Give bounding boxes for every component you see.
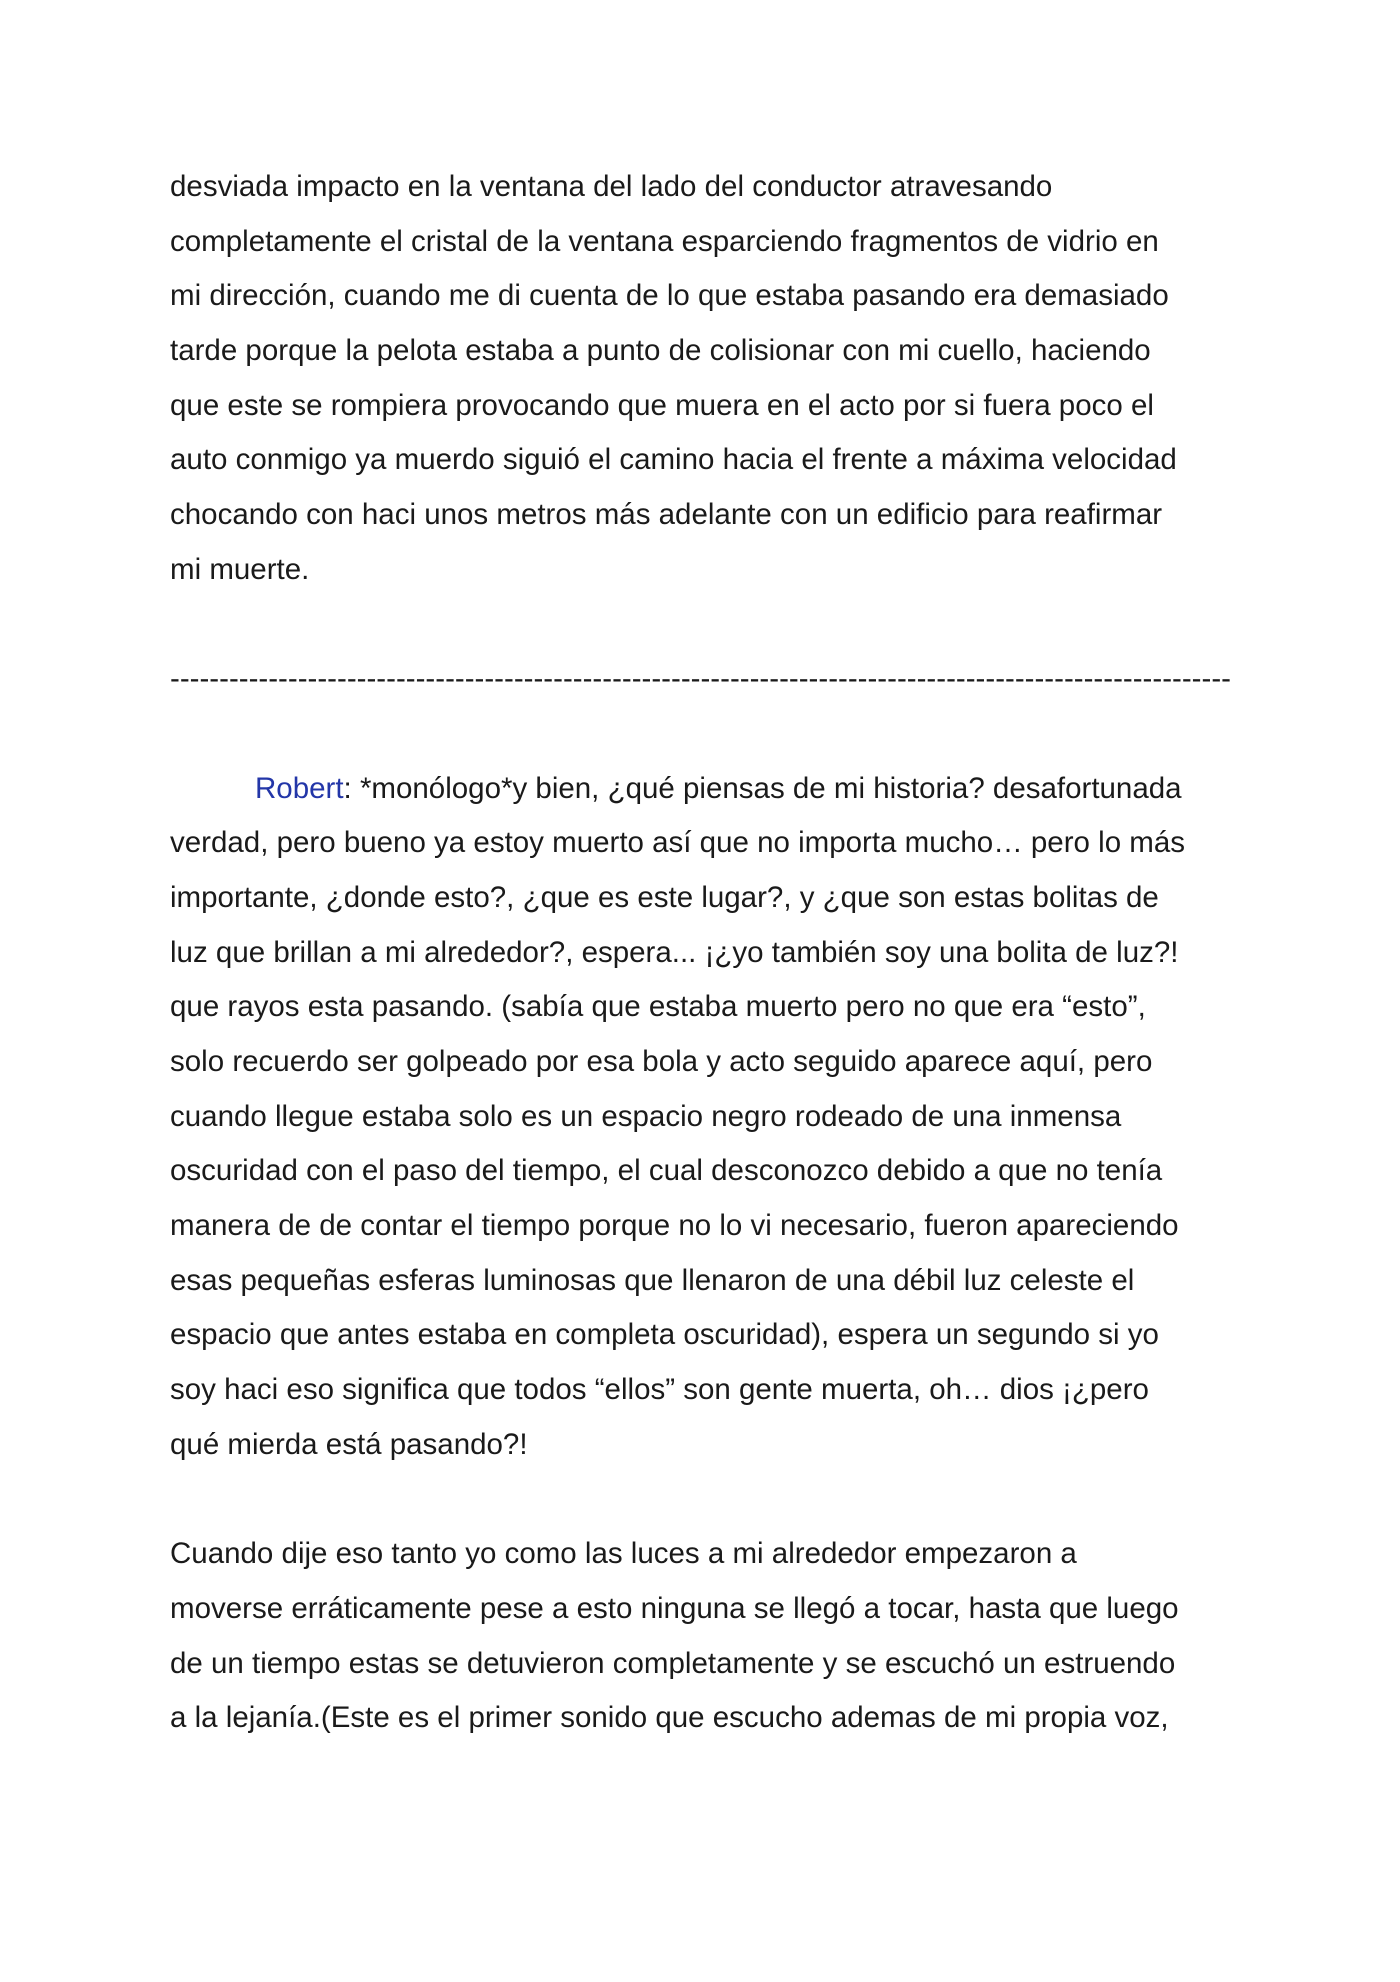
text-line: de un tiempo estas se detuvieron completamente y se escuchó un estruendo [170, 1646, 1176, 1680]
narrative-paragraph [170, 1527, 1230, 1746]
document-body [170, 160, 1230, 1746]
text-line: Cuando dije eso tanto yo como las luces a mi alrededor empezaron a [170, 1537, 1077, 1571]
text-line: esas pequeñas esferas luminosas que llenaron de una débil luz celeste el [170, 1263, 1135, 1297]
text-line: mi muerte. [170, 552, 310, 586]
text-line: solo recuerdo ser golpeado por esa bola y acto seguido aparece aquí, pero [170, 1045, 1153, 1078]
text-line: oscuridad con el paso del tiempo, el cual desconozco debido a que no tenía [170, 1154, 1163, 1188]
blank-line [170, 1473, 1230, 1528]
dialogue-text: : *monólogo*y bien, ¿qué piensas de mi historia? desafortunada [343, 771, 1182, 805]
speaker-name: Robert [255, 771, 344, 805]
text-line: manera de de contar el tiempo porque no lo vi necesario, fueron apareciendo [170, 1209, 1179, 1243]
narrative-paragraph [170, 160, 1230, 598]
text-line: qué mierda está pasando?! [170, 1427, 528, 1461]
text-line: espacio que antes estaba en completa oscuridad), espera un segundo si yo [170, 1318, 1159, 1352]
text-line: chocando con haci unos metros más adelante con un edificio para reafirmar [170, 498, 1163, 532]
text-line: que este se rompiera provocando que muera en el acto por si fuera poco el [170, 388, 1154, 422]
text-line: mi dirección, cuando me di cuenta de lo que estaba pasando era demasiado [170, 279, 1169, 313]
text-line: a la lejanía.(Este es el primer sonido que escucho ademas de mi propia voz, [170, 1701, 1169, 1735]
text-line: cuando llegue estaba solo es un espacio negro rodeado de una inmensa [170, 1099, 1122, 1133]
text-line: verdad, pero bueno ya estoy muerto así que no importa mucho… pero lo más [170, 826, 1186, 860]
text-line: luz que brillan a mi alrededor?, espera... ¡¿yo también soy una bolita de luz?! [170, 935, 1179, 969]
blank-line [170, 598, 1230, 653]
text-line: auto conmigo ya muerdo siguió el camino hacia el frente a máxima velocidad [170, 443, 1177, 477]
section-divider: ------------------------------------------------------------------------------------------------------------ [170, 662, 1231, 696]
text-line: completamente el cristal de la ventana esparciendo fragmentos de vidrio en [170, 224, 1159, 258]
text-line: importante, ¿donde esto?, ¿que es este lugar?, y ¿que son estas bolitas de [170, 880, 1159, 914]
text-line: moverse erráticamente pese a esto ninguna se llegó a tocar, hasta que luego [170, 1591, 1179, 1625]
dialogue-paragraph [170, 762, 1230, 1473]
blank-line [170, 707, 1230, 762]
text-line: soy haci eso significa que todos “ellos” son gente muerta, oh… dios ¡¿pero [170, 1373, 1149, 1407]
text-line: desviada impacto en la ventana del lado del conductor atravesando [170, 170, 1053, 203]
text-line: que rayos esta pasando. (sabía que estaba muerto pero no que era “esto”, [170, 990, 1146, 1024]
dialogue-first-line [170, 762, 1230, 817]
text-line: tarde porque la pelota estaba a punto de colisionar con mi cuello, haciendo [170, 334, 1151, 368]
